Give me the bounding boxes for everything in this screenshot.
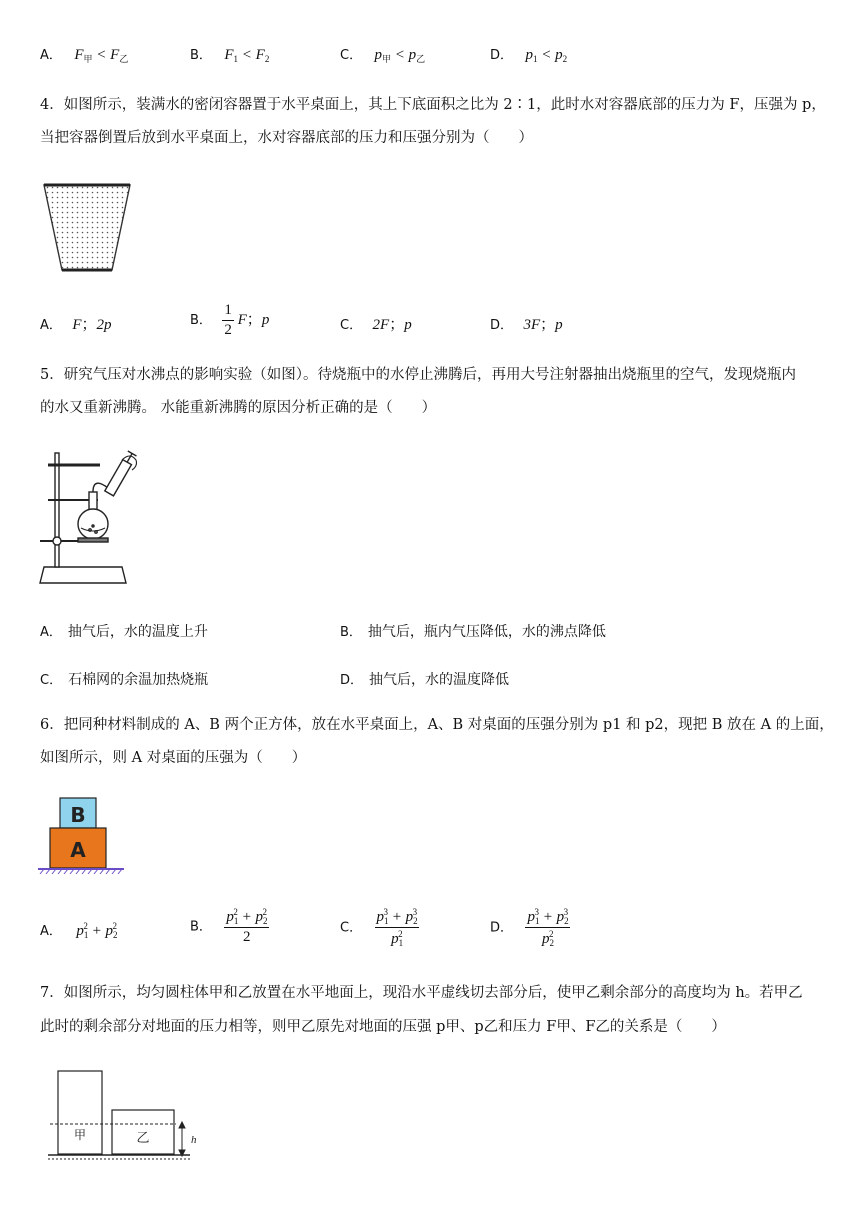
q6-option-d: D． $\frac{p_1^3 + p_2^3}{p_2^2}$ — [490, 907, 569, 948]
q3-option-c: C． $p_甲 < p_乙$ — [340, 47, 426, 64]
cylinder-yi-label: 乙 — [136, 1131, 150, 1146]
q4-option-d: D． 3F；p — [490, 317, 563, 333]
q6-text-line2: 如图所示，则 A 对桌面的压强为（ ） — [40, 750, 307, 766]
q5-text-line1: 5．研究气压对水沸点的影响实验（如图）。待烧瓶中的水停止沸腾后，再用大号注射器抽出烧瓶里的空气，发现烧瓶内 — [40, 367, 796, 383]
height-label: h — [191, 1134, 197, 1146]
q6-blocks-figure — [38, 796, 128, 878]
q7-text-line1: 7．如图所示，均匀圆柱体甲和乙放置在水平地面上，现沿水平虚线切去部分后，使甲乙剩余部分的高度均为 h。若甲乙 — [40, 985, 803, 1001]
q6-option-b: B． $\frac{p_1^2 + p_2^2}{2}$ — [190, 907, 268, 945]
q3-option-a: A． $F_甲 < F_乙$ — [40, 47, 129, 64]
q5-option-d: D． 抽气后，水的温度降低 — [340, 672, 510, 688]
block-b-label: B — [70, 803, 86, 827]
q7-cylinders-figure — [46, 1066, 206, 1166]
q4-option-b: B． $\frac{1}{2}$ F；p — [190, 302, 270, 338]
q5-option-b: B． 抽气后，瓶内气压降低，水的沸点降低 — [340, 624, 606, 640]
q4-text-line1: 4．如图所示，装满水的密闭容器置于水平桌面上，其上下底面积之比为 2∶1，此时水对容器底部的压力为 F，压强为 p， — [40, 97, 826, 113]
q5-text-line2: 的水又重新沸腾。 水能重新沸腾的原因分析正确的是（ ） — [40, 400, 437, 416]
q6-option-a: A． $p_1^2 + p_2^2$ — [40, 921, 118, 940]
q5-option-a: A． 抽气后，水的温度上升 — [40, 624, 208, 640]
q4-option-a: A． F；2p — [40, 317, 112, 333]
q5-apparatus-figure — [38, 450, 138, 588]
q6-option-c: C． $\frac{p_1^3 + p_2^3}{p_1^2}$ — [340, 907, 418, 948]
q4-option-c: C． 2F；p — [340, 317, 412, 333]
q6-text-line1: 6．把同种材料制成的 A、B 两个正方体，放在水平桌面上，A、B 对桌面的压强分别为 p1 和 p2，现把 B 放在 A 的上面， — [40, 717, 834, 733]
q3-option-d: D． $p_1 < p_2$ — [490, 47, 568, 64]
block-a-label: A — [70, 838, 86, 862]
q5-option-c: C． 石棉网的余温加热烧瓶 — [40, 672, 209, 688]
q4-text-line2: 当把容器倒置后放到水平桌面上，水对容器底部的压力和压强分别为（ ） — [40, 130, 533, 146]
q3-option-b: B． $F_1 < F_2$ — [190, 47, 270, 64]
cylinder-jia-label: 甲 — [73, 1128, 87, 1142]
q4-container-figure — [40, 180, 136, 276]
q7-text-line2: 此时的剩余部分对地面的压力相等，则甲乙原先对地面的压强 p甲、p乙和压力 F甲、F乙的关系是（ ） — [40, 1019, 726, 1035]
height-arrow — [179, 1122, 185, 1156]
